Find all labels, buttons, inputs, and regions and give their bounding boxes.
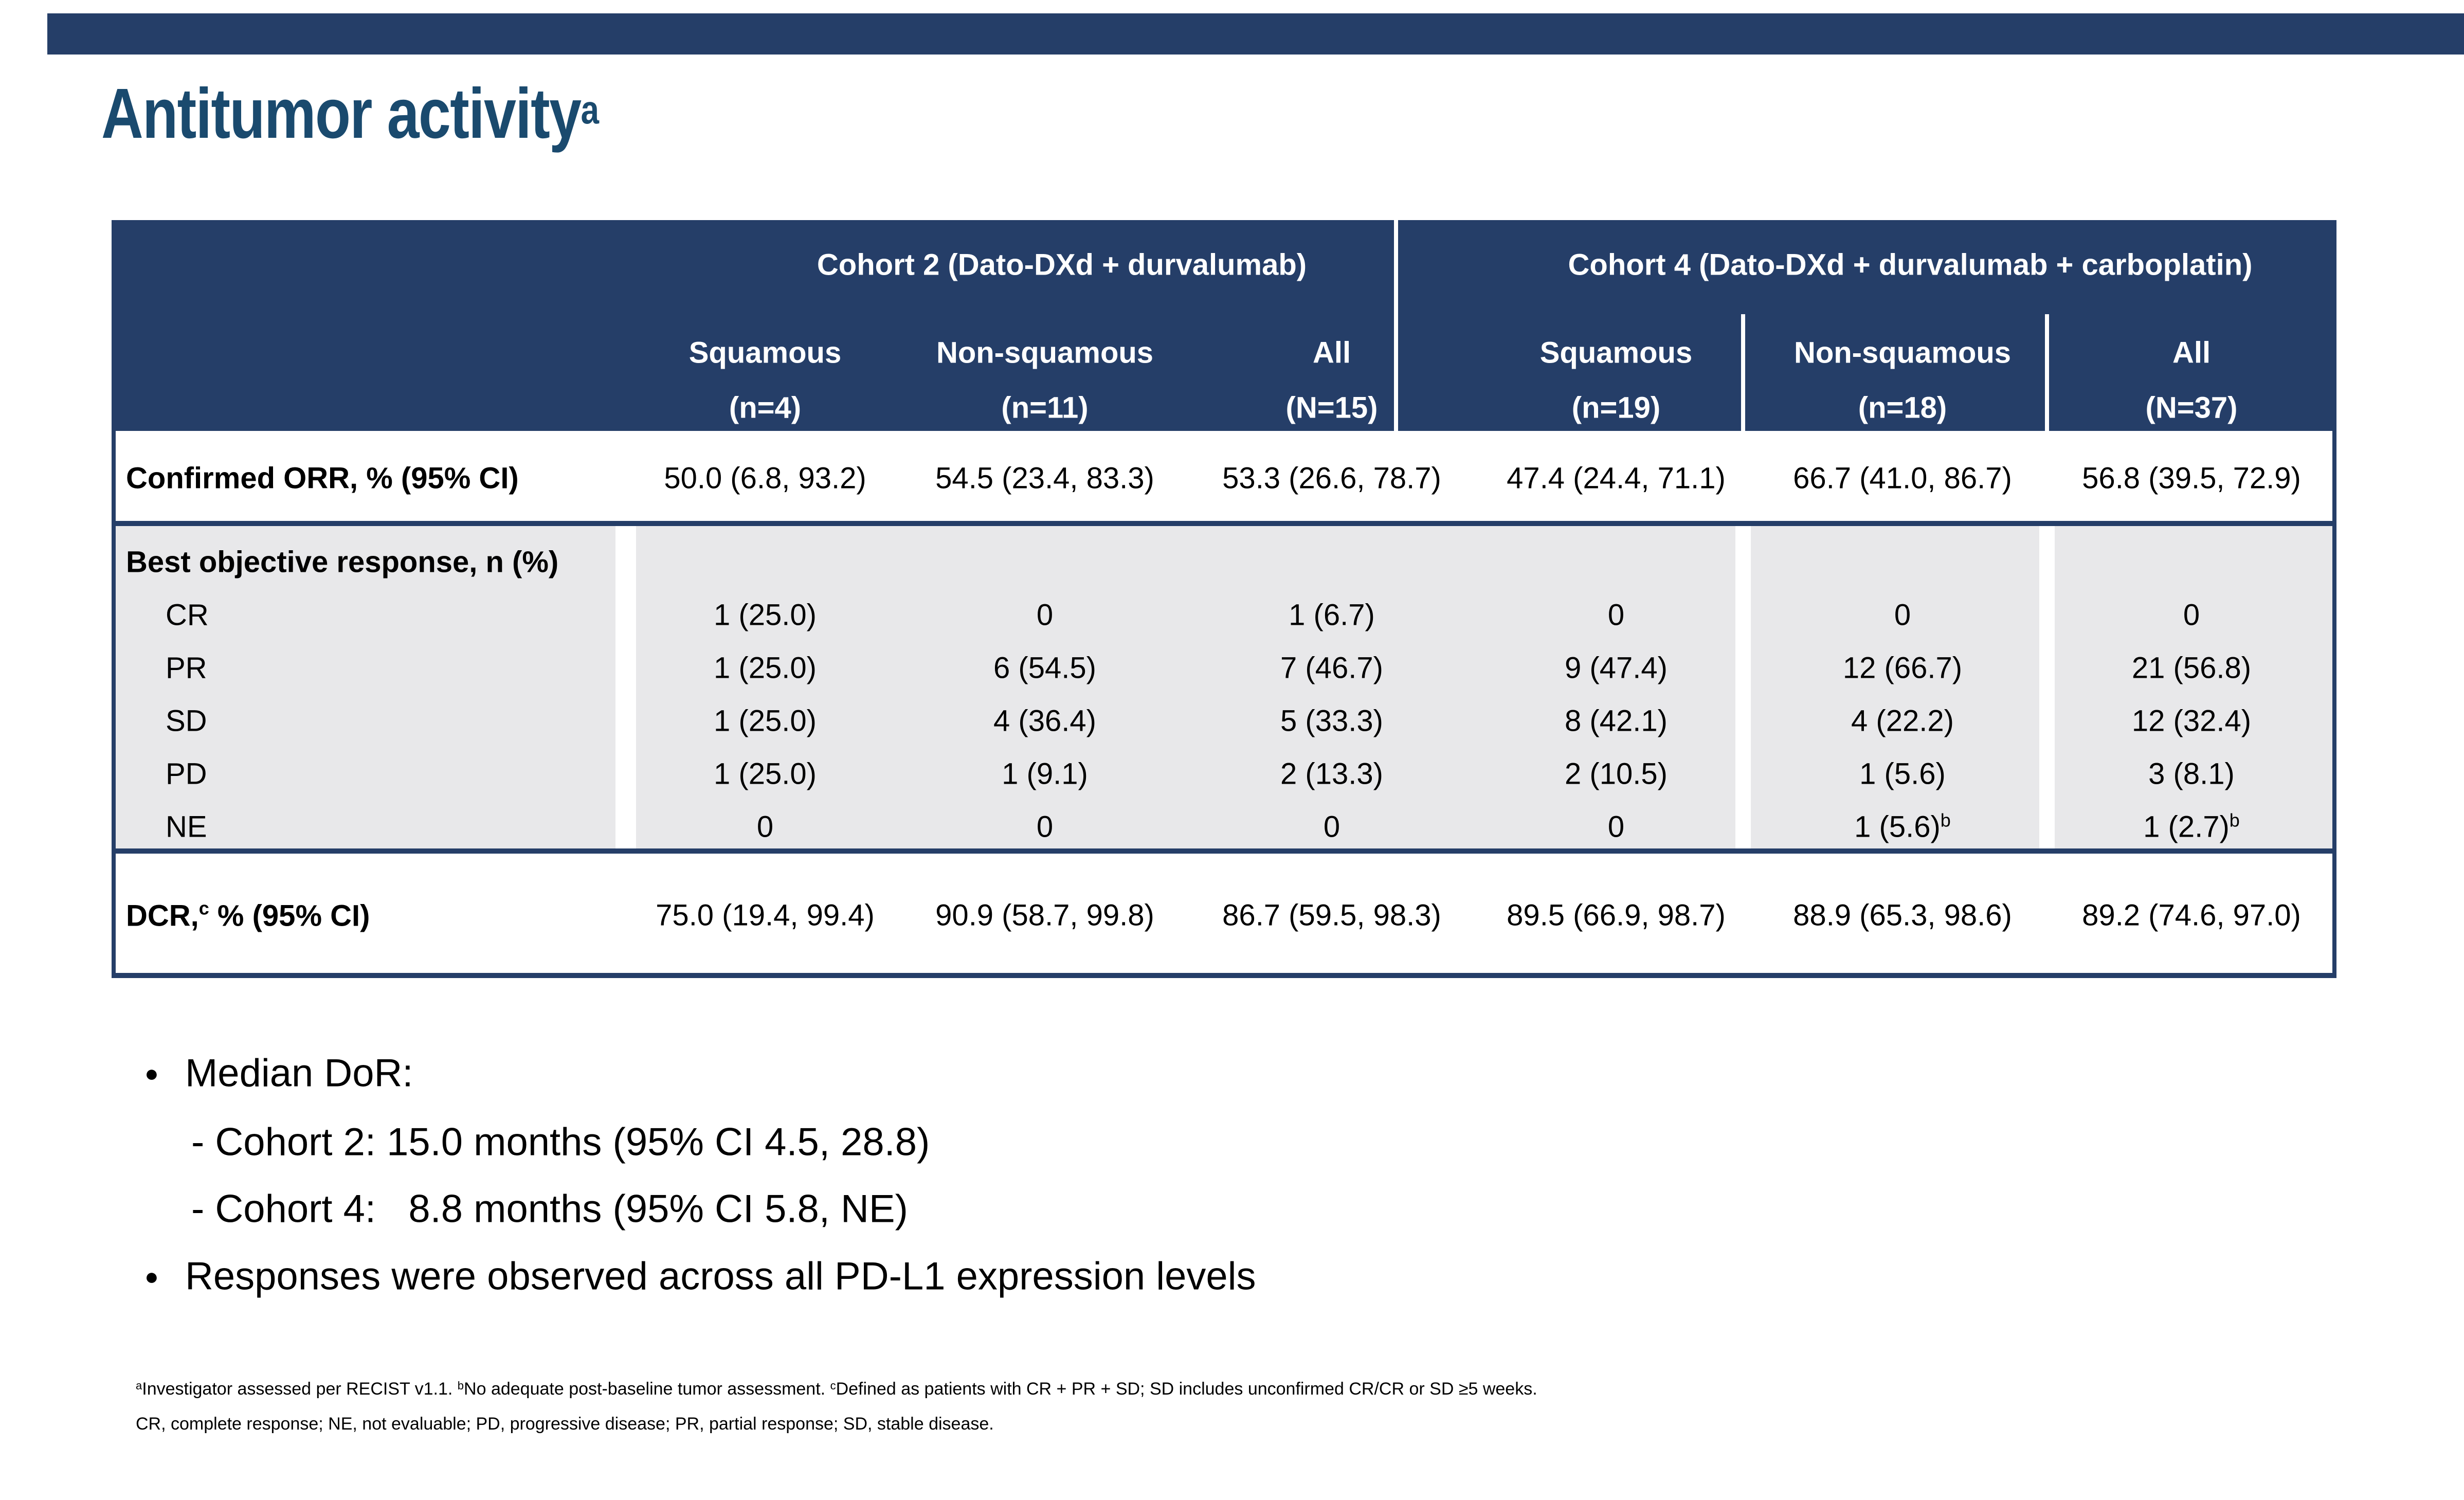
orr-cell: 66.7 (41.0, 86.7) (1793, 461, 2012, 495)
bor-cell: 5 (33.3) (1280, 704, 1383, 738)
bor-cell: 8 (42.1) (1565, 704, 1668, 738)
orr-cell: 53.3 (26.6, 78.7) (1222, 461, 1441, 495)
table-border-right (2332, 220, 2336, 978)
row-label-pd: PD (166, 757, 207, 791)
bor-cell: 12 (66.7) (1842, 651, 1963, 685)
column-header-squamous-c4: Squamous (1539, 336, 1693, 370)
column-n-squamous-c2: (n=4) (729, 391, 802, 425)
bullet-item-median-dor: Median DoR: (185, 1051, 413, 1095)
bor-section-label: Best objective response, n (%) (126, 545, 559, 579)
bor-cell: 1 (25.0) (714, 757, 817, 791)
column-header-squamous-c2: Squamous (689, 336, 842, 370)
top-accent-bar (47, 13, 2464, 55)
row-label-sd: SD (166, 704, 207, 738)
page-title-superscript: a (581, 87, 599, 132)
header-divider-c5-c6 (2045, 314, 2049, 431)
footnote-text-b: No adequate post-baseline tumor assessment. (464, 1379, 830, 1399)
footnote-sup-b: b (457, 1379, 464, 1392)
column-n-nonsquamous-c2: (n=11) (1001, 391, 1089, 425)
dcr-row-label (126, 898, 370, 933)
bor-cell: 6 (54.5) (993, 651, 1096, 685)
header-divider-c4-c5 (1741, 314, 1745, 431)
footnote-text-c: Defined as patients with CR + PR + SD; SD includes unconfirmed CR/CR or SD ≥5 weeks. (836, 1379, 1537, 1399)
bor-cell (1854, 810, 1951, 844)
bor-cell: 1 (9.1) (1002, 757, 1088, 791)
dcr-cell: 88.9 (65.3, 98.6) (1793, 898, 2012, 932)
dcr-cell: 75.0 (19.4, 99.4) (656, 898, 875, 932)
bor-cell: 4 (22.2) (1851, 704, 1954, 738)
cohort4-header: Cohort 4 (Dato-DXd + durvalumab + carboplatin) (1568, 248, 2253, 282)
bor-cell-text: 1 (5.6) (1854, 810, 1941, 844)
bor-cell: 0 (1894, 598, 1911, 632)
bor-cell: 0 (1323, 810, 1340, 844)
cohort2-header: Cohort 2 (Dato-DXd + durvalumab) (817, 248, 1307, 282)
footnote-line2: CR, complete response; NE, not evaluable; PD, progressive disease; PR, partial response; SD, stable disease. (136, 1414, 994, 1434)
table-border-left (112, 220, 116, 978)
bor-cell: 9 (47.4) (1565, 651, 1668, 685)
bor-cell: 1 (25.0) (714, 598, 817, 632)
footnote-marker-c: c (198, 897, 209, 919)
bor-cell (2143, 810, 2240, 844)
column-n-all-c4: (N=37) (2145, 391, 2238, 425)
column-header-nonsquamous-c2: Non-squamous (936, 336, 1154, 370)
orr-cell: 50.0 (6.8, 93.2) (664, 461, 866, 495)
dcr-label-pre: DCR, (126, 899, 199, 933)
column-gap (2039, 526, 2055, 848)
bor-cell: 1 (25.0) (714, 651, 817, 685)
cohort-divider (1394, 220, 1398, 431)
column-gap (1735, 526, 1751, 848)
bor-cell: 0 (2183, 598, 2200, 632)
bor-cell: 7 (46.7) (1280, 651, 1383, 685)
page-title (101, 74, 599, 153)
page-title-text: Antitumor activity (101, 74, 581, 153)
footnote-line1 (136, 1379, 1537, 1399)
bor-cell: 12 (32.4) (2131, 704, 2252, 738)
footnote-marker-b: b (2229, 809, 2240, 831)
column-header-nonsquamous-c4: Non-squamous (1793, 336, 2012, 370)
orr-cell: 47.4 (24.4, 71.1) (1507, 461, 1726, 495)
bor-cell: 0 (1607, 598, 1625, 632)
dcr-cell: 89.5 (66.9, 98.7) (1507, 898, 1726, 932)
footnote-sup-a: a (136, 1379, 142, 1392)
orr-cell: 54.5 (23.4, 83.3) (935, 461, 1154, 495)
table-border-bottom (112, 973, 2336, 978)
footnote-text-a: Investigator assessed per RECIST v1.1. (142, 1379, 458, 1399)
section-rule-bottom (112, 848, 2336, 854)
dcr-cell: 86.7 (59.5, 98.3) (1222, 898, 1441, 932)
bor-cell: 1 (25.0) (714, 704, 817, 738)
column-header-all-c2: All (1312, 336, 1351, 370)
bor-cell-text: 1 (2.7) (2143, 810, 2230, 844)
bor-cell: 0 (1607, 810, 1625, 844)
section-rule-top (112, 521, 2336, 526)
bor-cell: 1 (5.6) (1859, 757, 1946, 791)
dcr-cell: 90.9 (58.7, 99.8) (935, 898, 1154, 932)
column-n-squamous-c4: (n=19) (1571, 391, 1661, 425)
bor-cell: 3 (8.1) (2148, 757, 2235, 791)
bullet-subitem-cohort2: - Cohort 2: 15.0 months (95% CI 4.5, 28.8) (191, 1120, 930, 1164)
footnote-sup-c: c (830, 1379, 836, 1392)
bor-cell: 0 (1036, 598, 1054, 632)
bor-cell: 2 (10.5) (1565, 757, 1668, 791)
row-label-ne: NE (166, 810, 207, 844)
bor-cell: 0 (756, 810, 774, 844)
orr-cell: 56.8 (39.5, 72.9) (2082, 461, 2301, 495)
bullet-item-responses: Responses were observed across all PD-L1 expression levels (185, 1254, 1256, 1298)
bullet-subitem-cohort4: - Cohort 4: 8.8 months (95% CI 5.8, NE) (191, 1187, 908, 1231)
dcr-cell: 89.2 (74.6, 97.0) (2082, 898, 2301, 932)
bor-cell: 4 (36.4) (993, 704, 1096, 738)
column-gap (615, 526, 636, 848)
bor-cell: 2 (13.3) (1280, 757, 1383, 791)
bullet-dot: ● (144, 1263, 159, 1290)
bullet-dot: ● (144, 1060, 159, 1087)
column-header-all-c4: All (2172, 336, 2211, 370)
bor-cell: 1 (6.7) (1289, 598, 1375, 632)
bor-cell: 0 (1036, 810, 1054, 844)
orr-row-label: Confirmed ORR, % (95% CI) (126, 461, 519, 495)
bor-cell: 21 (56.8) (2131, 651, 2252, 685)
footnote-marker-b: b (1940, 809, 1951, 831)
column-n-all-c2: (N=15) (1285, 391, 1378, 425)
dcr-label-post: % (95% CI) (209, 899, 370, 933)
row-label-cr: CR (166, 598, 209, 632)
column-n-nonsquamous-c4: (n=18) (1858, 391, 1947, 425)
row-label-pr: PR (166, 651, 207, 685)
